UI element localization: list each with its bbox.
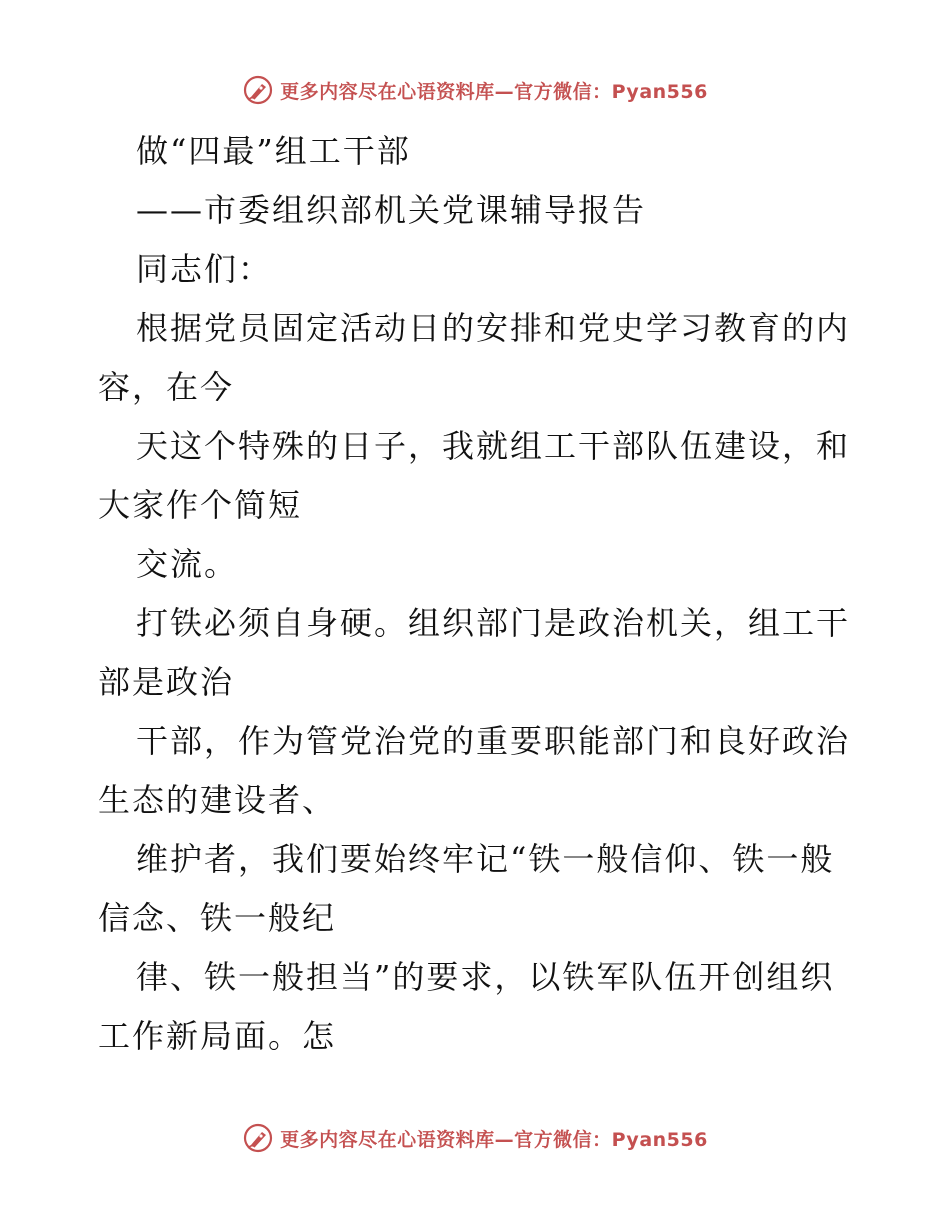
paragraph-line: 信念、铁一般纪: [98, 899, 337, 937]
header-watermark: [242, 74, 708, 106]
paragraph-line: 律、铁一般担当”的要求，以铁军队伍开创组织: [136, 958, 835, 996]
paragraph-line: 工作新局面。怎: [98, 1017, 337, 1055]
document-body: [98, 122, 858, 1066]
paragraph-line: 大家作个简短: [98, 486, 303, 524]
paragraph-line: 部是政治: [98, 663, 235, 701]
salutation: 同志们：: [136, 250, 273, 288]
paragraph-line: 天这个特殊的日子，我就组工干部队伍建设，和: [136, 427, 851, 465]
paragraph-line: 生态的建设者、: [98, 781, 337, 819]
header-watermark-banner: [0, 70, 950, 110]
footer-watermark-text: 更多内容尽在心语资料库—官方微信：Pyan556: [280, 1128, 708, 1151]
pen-nib-logo-icon: [242, 1122, 274, 1154]
document-title: 做“四最”组工干部: [136, 132, 411, 170]
paragraph-line: 根据党员固定活动日的安排和党史学习教育的内: [136, 309, 851, 347]
paragraph-line: 维护者，我们要始终牢记“铁一般信仰、铁一般: [136, 840, 835, 878]
paragraph-line: 容，在今: [98, 368, 235, 406]
paragraph-line: 交流。: [136, 545, 239, 583]
header-watermark-text: 更多内容尽在心语资料库—官方微信：Pyan556: [280, 80, 708, 103]
document-subtitle: ——市委组织部机关党课辅导报告: [136, 191, 647, 229]
footer-watermark: [242, 1122, 708, 1154]
footer-watermark-banner: [0, 1118, 950, 1158]
paragraph-line: 干部，作为管党治党的重要职能部门和良好政治: [136, 722, 851, 760]
pen-nib-logo-icon: [242, 74, 274, 106]
paragraph-line: 打铁必须自身硬。组织部门是政治机关，组工干: [136, 604, 851, 642]
